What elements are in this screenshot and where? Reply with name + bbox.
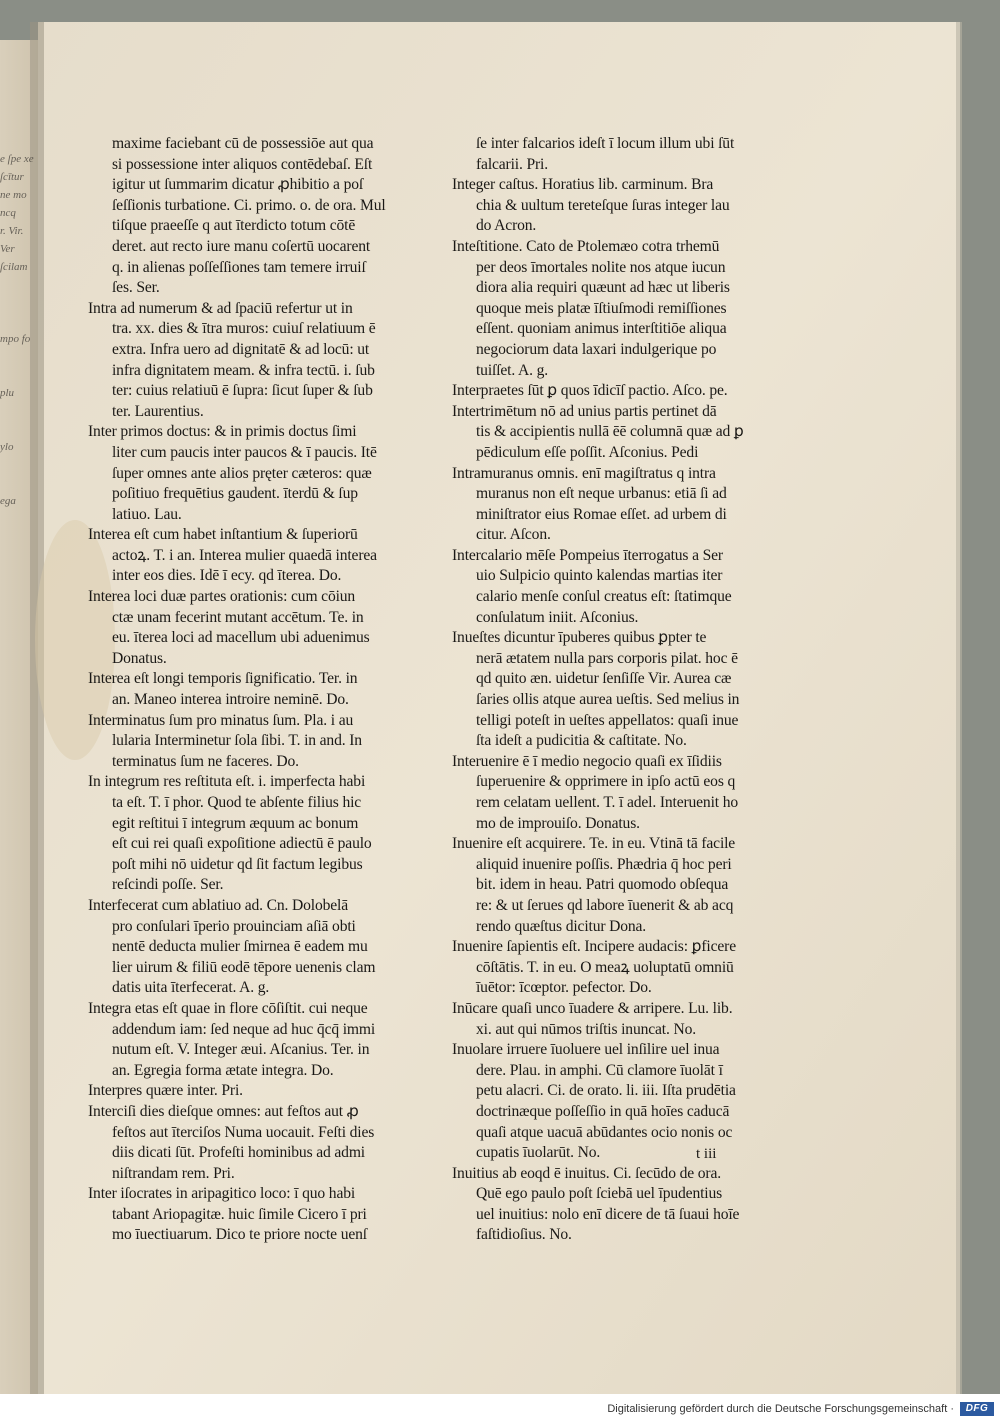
text-line: quaſi atque uacuā abūdantes ocio nonis oc [476,1123,733,1141]
text-line: Interea eſt cum habet inſtantium & ſuperiorū [88,526,358,544]
previous-page-fragment [0,366,36,384]
dictionary-entry [452,1040,797,1164]
text-line: Inter iſocrates in aripagitico loco: ī quo habi [88,1185,356,1203]
text-line: igitur ut ſummarim dicatur ꝓhibitio a poſ [112,176,364,194]
dictionary-entry [88,669,443,710]
text-line: ſes. Ser. [112,279,160,297]
text-line: tis & accipientis nullā ēē columnā quæ ad ꝑ [476,423,744,441]
text-line: Intramuranus omnis. enī magiſtratus q intra [452,464,716,482]
text-line: Interea loci duæ partes orationis: cum cōiun [88,588,356,606]
text-line: mo īuectiuarum. Dico te priore nocte uenſ [112,1226,367,1244]
previous-page-fragment [0,348,36,366]
text-line: ctæ unam fecerint mutant accētum. Te. in [112,608,364,626]
text-line: tiſque praeeſſe q aut īterdicto totum cōtē [112,217,356,235]
previous-page-fragment [0,294,36,312]
text-line: rendo quæſtus dicitur Dona. [476,917,647,935]
previous-page-fragment: ncq [0,207,16,219]
footer-credit: Digitalisierung gefördert durch die Deutsche Forschungsgemeinschaft · [607,1403,954,1415]
text-line: conſulatum iniit. Aſconius. [476,608,639,626]
text-line: eſſent. quoniam animus interſtitiōe aliqua [476,320,727,338]
text-line: Intra ad numerum & ad ſpaciū refertur ut in [88,299,353,317]
text-line: nerā ætatem nulla pars corporis pilat. hoc ē [476,649,738,667]
text-line: nutum eſt. V. Integer æui. Aſcanius. Ter. in [112,1041,370,1059]
continued-entry [452,134,797,175]
text-line: īuētor: īcœptor. pefector. Do. [476,979,652,997]
text-line: quoque meis platæ īſtiuſmodi remiſſiones [476,299,727,317]
text-line: Quē ego paulo poſt ſciebā uel īpudentius [476,1185,723,1203]
previous-page-fragment [0,456,36,474]
dictionary-entry [88,422,443,525]
dictionary-entry [452,237,797,381]
previous-page-fragment: ne mo [0,189,27,201]
text-line: cōſtātis. T. in eu. O meaꝝ uoluptatū omniū [476,958,734,976]
text-line: pro conſulari īperio prouinciam aſiā obti [112,917,356,935]
previous-page-fragment [0,312,36,330]
dictionary-entry [88,999,443,1081]
text-line: an. Egregia forma ætate integra. Do. [112,1061,334,1079]
text-line: si possessione inter aliquos contēdebaſ. Eſt [112,155,373,173]
text-line: In integrum res reſtituta eſt. i. imperfecta habi [88,773,366,791]
dictionary-entry [88,299,443,423]
dictionary-entry [88,587,443,669]
text-line: Inter primos doctus: & in primis doctus ſimi [88,423,357,441]
text-line: do Acron. [476,217,537,235]
text-line: feſtos aut īterciſos Numa uocauit. Feſti dies [112,1123,375,1141]
text-line: actoꝝ. T. i an. Interea mulier quaedā interea [112,546,377,564]
previous-page-fragment: r. Vir. [0,225,24,237]
text-line: Integra etas eſt quae in flore cōſiſtit. cui neque [88,999,368,1017]
text-line: negociorum data laxari indulgerique po [476,340,717,358]
text-line: Interciſi dies dieſque omnes: aut feſtos aut ꝓ [88,1102,359,1120]
dictionary-entry [452,628,797,752]
text-line: Inuenire eſt acquirere. Te. in eu. Vtinā tā facile [452,835,736,853]
left-column [88,134,443,1246]
text-line: poſitiuo frequētius gaudent. īterdū & ſup [112,485,358,503]
text-line: ſuperuenire & opprimere in ipſo actū eos q [476,773,736,791]
text-line: rem celatam uellent. T. ī adel. Interuenit ho [476,794,738,811]
dictionary-entry [452,381,797,402]
text-line: mo de improuiſo. Donatus. [476,814,640,832]
text-line: terminatus ſum ne faceres. Do. [112,752,299,770]
text-line: addendum iam: ſed neque ad huc q̄cq̄ immi [112,1020,376,1038]
text-line: eſt cui rei quaſi expoſitione adiectū ē paulo [112,835,372,853]
text-line: Inuolare irruere īuoluere uel inſilire uel inua [452,1041,720,1059]
previous-page-fragment: ega [0,495,16,507]
text-line: Interpraetes ſūt ꝑ quos īdicīſ pactio. Aſco. pe. [452,382,728,400]
previous-page-fragment: ſcītur [0,171,24,183]
text-line: tra. xx. dies & ītra muros: cuiuſ relatiuum ē [112,320,376,338]
text-line: Inūcare quaſi unco īuadere & arripere. Lu. lib. [452,999,733,1017]
text-line: diora alia requiri quæunt ad hæc ut liberis [476,279,730,297]
text-line: falcarii. Pri. [476,155,548,173]
text-line: ſuper omnes ante alios pręter cæteros: quæ [112,464,372,482]
text-line: re: & ut ſerues qd labore īuenerit & ab acq [476,896,734,914]
text-line: citur. Aſcon. [476,526,551,544]
text-line: inter eos dies. Idē ī ecy. qd īterea. Do. [112,567,342,585]
previous-page-fragment [0,276,36,294]
dictionary-entry [88,1102,443,1184]
text-line: diis dicati ſūt. Profeſti hominibus ad admi [112,1144,365,1162]
text-line: lularia Interminetur ſola ſibi. T. in and. In [112,732,362,750]
dfg-logo-icon[interactable]: DFG [960,1402,994,1416]
text-line: uel inuitius: nolo enī dicere de tā ſuaui hoīe [476,1205,740,1223]
dictionary-entry [452,937,797,999]
previous-page-fragment: ylo [0,441,14,453]
footer-bar [0,1394,1000,1426]
text-line: miniſtrator eius Romae eſſet. ad urbem di [476,505,727,523]
dictionary-entry [88,896,443,999]
dictionary-entry [452,464,797,546]
text-line: Inueſtes dicuntur īpuberes quibus ꝑpter te [452,629,707,647]
dictionary-entry [452,752,797,834]
text-line: ſeſſionis turbatione. Ci. primo. o. de ora. Mul [112,196,386,214]
dictionary-entry [452,999,797,1040]
signature-mark: t iii [696,1146,717,1162]
text-line: lier uirum & filiū eodē tēpore uenenis clam [112,958,376,976]
text-line: q. in alienas poſſeſſiones tam temere irruiſ [112,258,366,276]
previous-page-text [0,150,36,510]
text-line: nentē deducta mulier ſmirnea ē eadem mu [112,938,368,956]
text-line: Inuitius ab eoqd ē inuitus. Ci. ſecūdo de ora. [452,1164,721,1182]
text-line: Integer caſtus. Horatius lib. carminum. Bra [452,176,714,194]
previous-page-fragment [0,402,36,420]
previous-page-fragment: Ver [0,243,15,255]
previous-page-fragment: ſcilam [0,261,28,273]
text-line: eu. īterea loci ad macellum ubi aduenimus [112,629,370,647]
text-line: liter cum paucis inter paucos & ī paucis. Itē [112,443,377,461]
text-line: datis uita īterfecerat. A. g. [112,979,270,997]
text-line: cupatis īuolarūt. No. [476,1144,601,1162]
text-line: tuiſſet. A. g. [476,361,548,379]
text-line: infra dignitatem meam. & infra tectū. i. ſub [112,361,375,379]
dictionary-entry [88,711,443,773]
dictionary-entry [88,1081,443,1102]
text-line: latiuo. Lau. [112,505,182,523]
text-line: Interpres quære inter. Pri. [88,1082,243,1100]
text-line: ſta ideſt a pudicitia & caſtitate. No. [476,732,687,750]
previous-page-fragment: plu [0,387,15,399]
text-line: Intertrimētum nō ad unius partis pertinet dā [452,402,717,420]
text-line: ter: cuius relatiuū ē ſupra: ſicut ſuper & ſub [112,382,373,400]
previous-page-fragment [0,474,36,492]
text-line: telligi poteſt in ueſtes appellatos: quaſi inue [476,711,739,729]
text-line: xi. aut qui nūmos triſtis inuncat. No. [476,1020,696,1038]
dictionary-entry [452,1164,797,1246]
text-line: tabant Ariopagitæ. huic ſimile Cicero ī pri [112,1205,367,1223]
text-line: extra. Infra uero ad dignitatē & ad locū: ut [112,340,370,358]
text-line: bit. idem in heau. Patri quomodo obſequa [476,876,729,894]
text-line: faſtidioſius. No. [476,1226,572,1244]
text-line: qd quito æn. uidetur ſenſiſſe Vir. Aurea cæ [476,670,732,688]
text-line: an. Maneo interea introire neminē. Do. [112,691,349,709]
previous-page-fragment [0,420,36,438]
text-line: Interfecerat cum ablatiuo ad. Cn. Dolobelā [88,896,348,914]
text-line: ter. Laurentius. [112,402,204,420]
text-line: Interminatus ſum pro minatus ſum. Pla. i au [88,711,354,729]
text-line: muranus non eſt neque urbanus: etiā ſi ad [476,485,727,503]
text-line: reſcindi poſſe. Ser. [112,876,224,894]
page-edge-shadow [956,22,962,1394]
text-line: Interuenire ē ī medio negocio quaſi ex īſidiis [452,752,722,770]
text-line: Donatus. [112,649,167,667]
text-line: per deos īmortales nolite nos atque iucun [476,258,726,276]
dictionary-entry [88,525,443,587]
text-line: Inteſtitione. Cato de Ptolemæo cotra trhemū [452,237,720,255]
previous-page-fragment: e ſpe xe [0,153,34,165]
dictionary-entry [452,402,797,464]
text-line: ta eſt. T. ī phor. Quod te abſente filius hic [112,794,362,811]
text-line: poſt mihi nō uidetur qd ſit factum legibus [112,855,363,873]
text-line: egit reſtitui ī integrum æquum ac bonum [112,814,359,832]
text-line: Inuenire ſapientis eſt. Incipere audacis: ꝑficere [452,938,736,956]
previous-page-fragment: mpo fo [0,333,31,345]
right-column [452,134,797,1246]
text-line: doctrinæque poſſeſſio in quā hoīes caducā [476,1102,730,1120]
text-line: chia & uultum tereteſque ſuras integer lau [476,196,730,214]
text-line: ſe inter falcarios ideſt ī locum illum ubi ſūt [476,135,735,152]
text-line: niſtrandam rem. Pri. [112,1164,235,1182]
text-line: pēdiculum eſſe poſſit. Aſconius. Pedi [476,443,699,461]
text-line: deret. aut recto iure manu coſertū uocarent [112,237,371,255]
text-line: uio Sulpicio quinto kalendas martias iter [476,567,723,585]
text-line: Interea eſt longi temporis ſignificatio. Ter. in [88,670,358,688]
continued-entry [88,134,443,299]
text-line: maxime faciebant cū de possessiōe aut qua [112,135,374,152]
dictionary-entry [452,175,797,237]
text-line: Intercalario mēſe Pompeius īterrogatus a Ser [452,546,723,564]
text-line: ſaries ollis atque aurea ueſtis. Sed melius in [476,691,740,709]
text-line: aliquid inuenire poſſis. Phædria q̄ hoc peri [476,855,732,873]
dictionary-entry [452,834,797,937]
dictionary-entry [452,546,797,628]
dictionary-entry [88,1184,443,1246]
text-line: dere. Plau. in amphi. Cū clamore īuolāt ī [476,1061,723,1079]
text-line: calario menſe conſul creatus eſt: ſtatimque [476,588,732,606]
text-line: petu alacri. Ci. de orato. li. iii. Iſta prudētia [476,1082,736,1100]
dictionary-entry [88,772,443,896]
